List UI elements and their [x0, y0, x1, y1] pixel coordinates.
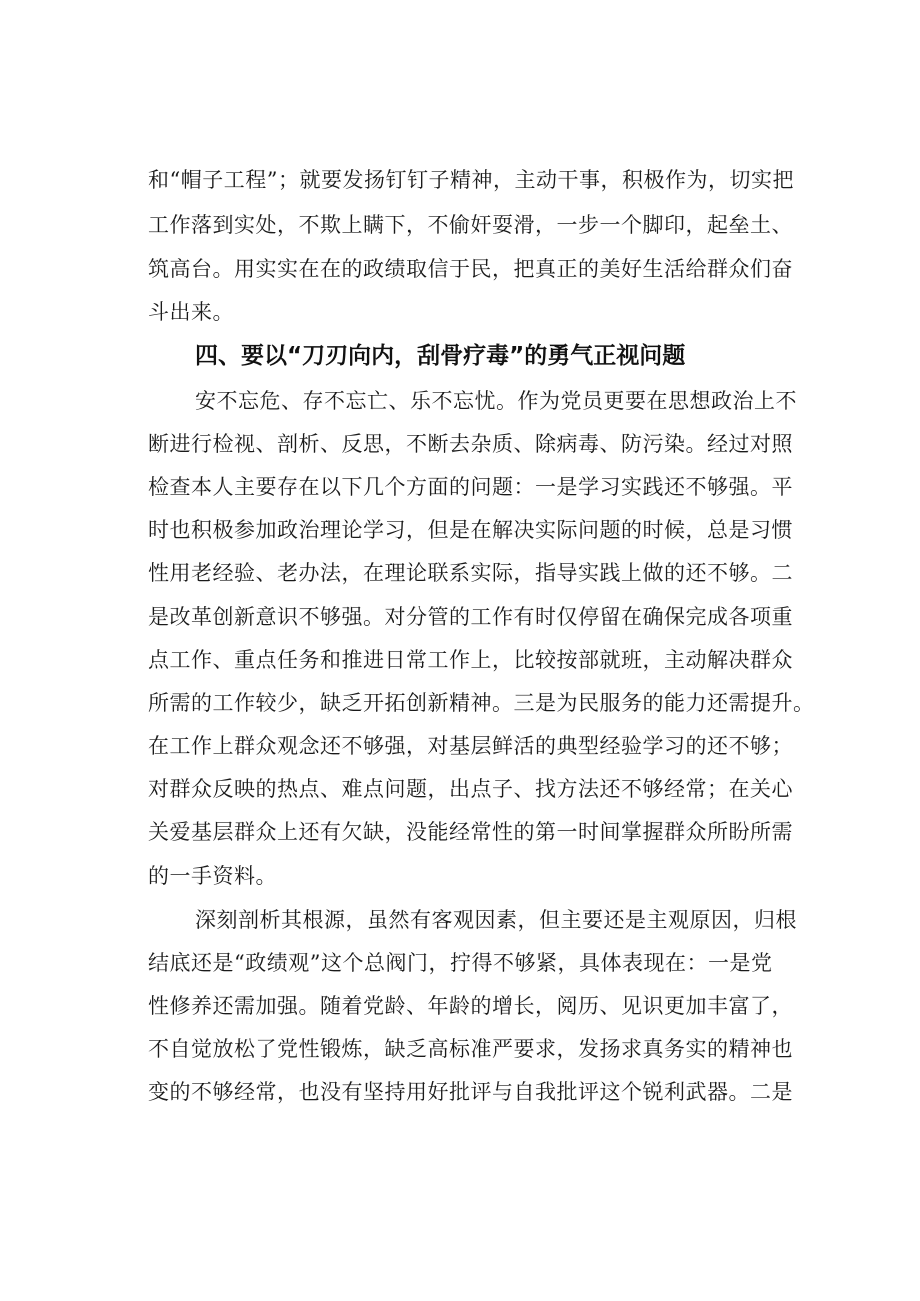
text-line: 时也积极参加政治理论学习，但是在解决实际问题的时候，总是习惯 [148, 518, 793, 542]
text-line: 性用老经验、老办法，在理论联系实际，指导实践上做的还不够。二 [148, 561, 793, 585]
text-line: 是改革创新意识不够强。对分管的工作有时仅停留在确保完成各项重 [148, 605, 793, 629]
text-line: 关爱基层群众上还有欠缺，没能经常性的第一时间掌握群众所盼所需 [148, 820, 793, 844]
text-line: 在工作上群众观念还不够强，对基层鲜活的典型经验学习的还不够； [148, 734, 793, 758]
text-line: 结底还是“政绩观”这个总阀门，拧得不够紧，具体表现在：一是党 [148, 951, 773, 975]
text-line: 断进行检视、剖析、反思，不断去杂质、除病毒、防污染。经过对照 [148, 432, 793, 456]
text-line: 的一手资料。 [148, 864, 277, 888]
section-heading: 四、要以“刀刃向内，刮骨疗毒”的勇气正视问题 [195, 343, 686, 369]
text-line: 斗出来。 [148, 300, 234, 324]
text-line: 工作落到实处，不欺上瞒下，不偷奸耍滑，一步一个脚印，起垒土、 [148, 213, 793, 237]
text-line: 对群众反映的热点、难点问题，出点子、找方法还不够经常；在关心 [148, 777, 793, 801]
text-line: 点工作、重点任务和推进日常工作上，比较按部就班，主动解决群众 [148, 648, 793, 672]
text-line: 所需的工作较少，缺乏开拓创新精神。三是为民服务的能力还需提升。 [148, 691, 815, 715]
text-line: 检查本人主要存在以下几个方面的问题：一是学习实践还不够强。平 [148, 475, 793, 499]
text-line: 筑高台。用实实在在的政绩取信于民，把真正的美好生活给群众们奋 [148, 257, 793, 281]
text-line: 和“帽子工程”；就要发扬钉钉子精神，主动干事，积极作为，切实把 [148, 168, 794, 192]
text-line: 变的不够经常，也没有坚持用好批评与自我批评这个锐利武器。二是 [148, 1080, 793, 1104]
text-line: 深刻剖析其根源，虽然有客观因素，但主要还是主观原因，归根 [195, 908, 797, 932]
text-line: 不自觉放松了党性锻炼，缺乏高标准严要求，发扬求真务实的精神也 [148, 1037, 793, 1061]
text-line: 性修养还需加强。随着党龄、年龄的增长，阅历、见识更加丰富了， [148, 994, 793, 1018]
text-line: 安不忘危、存不忘亡、乐不忘忧。作为党员更要在思想政治上不 [195, 389, 797, 413]
